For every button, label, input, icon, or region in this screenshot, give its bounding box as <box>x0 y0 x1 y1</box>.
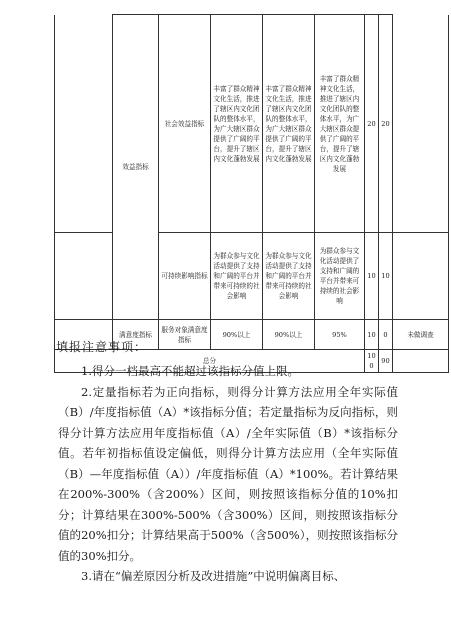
remark-cell: 未做调查 <box>393 320 449 350</box>
weight-cell: 10 <box>365 320 379 350</box>
notes-section <box>58 338 398 587</box>
score-cell: 10 <box>379 233 393 320</box>
actual-value-cell: 丰富了群众精神文化生活，推进了辖区内文化团队的整体水平，为广大辖区群众提供了广阔的平台，提升了辖区内文化蓬勃发展 <box>315 15 365 233</box>
total-weight-cell: 100 <box>365 350 379 373</box>
mid-value-cell: 丰富了群众精神文化生活，推进了辖区内文化团队的整体水平，为广大辖区群众提供了广阔的平台，提升了辖区内文化蓬勃发展 <box>263 15 315 233</box>
mid-value-cell: 90%以上 <box>263 320 315 350</box>
note-item: 1.得分一档最高不能超过该指标分值上限。 <box>81 364 299 378</box>
actual-value-cell: 为群众参与文化活动提供了支持和广阔的平台并带来可持续的社会影响 <box>315 233 365 320</box>
target-value-cell: 90%以上 <box>211 320 263 350</box>
target-value-cell: 为群众参与文化活动提供了支持和广阔的平台并带来可持续的社会影响 <box>211 233 263 320</box>
note-item: 3.请在“偏差原因分析及改进措施”中说明偏离目标、 <box>81 569 346 583</box>
weight-cell: 10 <box>365 233 379 320</box>
level2-indicator-cell: 服务对象满意度指标 <box>159 320 211 350</box>
total-remark-cell <box>393 350 449 373</box>
remark-cell <box>393 233 449 320</box>
level1-indicator-cell: 效益指标 <box>113 15 159 320</box>
total-score-cell: 90 <box>379 350 393 373</box>
empty-cell <box>55 15 113 233</box>
weight-cell: 20 <box>365 15 379 233</box>
empty-cell <box>55 233 113 320</box>
level2-indicator-cell: 社会效益指标 <box>159 15 211 233</box>
level1-indicator-cell: 满意度指标 <box>113 320 159 350</box>
total-label-cell: 总分 <box>55 350 365 373</box>
target-value-cell: 丰富了群众精神文化生活，推进了辖区内文化团队的整体水平，为广大辖区群众提供了广阔的平台，提升了辖区内文化蓬勃发展 <box>211 15 263 233</box>
note-item: 2.定量指标若为正向指标，则得分计算方法应用全年实际值（B）/年度指标值（A）*该指标分值；若定量指标为反向指标，则得分计算方法应用年度指标值（A）/全年实际值（B）*该指标分值。若年初指标值设定偏低，则得分计算方法应用（全年实际值（B）—年度指标值（A））/年度指标值（A）*100%。若计算结果在200%-300%（含200%）区间，则按照该指标分值的10%扣分；计算结果在300%-500%（含300%）区间，则按照该指标分值的20%扣分；计算结果高于500%（含500%），则按照该指标分值的30%扣分。 <box>58 384 398 563</box>
score-cell: 0 <box>379 320 393 350</box>
level2-indicator-cell: 可持续影响指标 <box>159 233 211 320</box>
performance-table <box>54 14 449 373</box>
mid-value-cell: 为群众参与文化活动提供了支持和广阔的平台并带来可持续的社会影响 <box>263 233 315 320</box>
notes-title: 填报注意事项： <box>56 340 148 354</box>
actual-value-cell: 95% <box>315 320 365 350</box>
score-cell: 20 <box>379 15 393 233</box>
table-row <box>55 15 449 233</box>
remark-cell <box>393 15 449 233</box>
